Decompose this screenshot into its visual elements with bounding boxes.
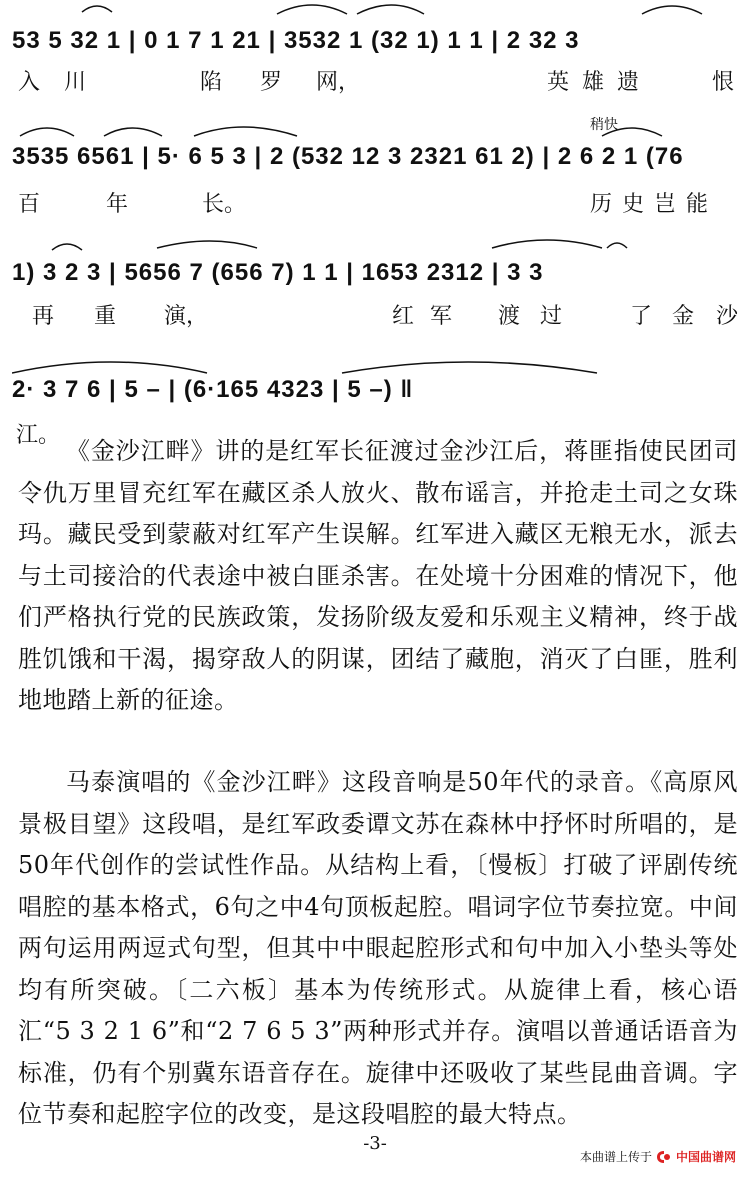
paragraph-1: 《金沙江畔》讲的是红军长征渡过金沙江后，蒋匪指使民团司令仇万里冒充红军在藏区杀人放火、散布谣言，并抢走土司之女珠玛。藏民受到蒙蔽对红军产生误解。红军进入藏区无粮无水，派去与土司接洽的代表途中被白匪杀害。在处境十分困难的情况下，他们严格执行党的民族政策，发扬阶级友爱和乐观主义精神，终于战胜饥饿和干渴，揭穿敌人的阴谋，团结了藏胞，消灭了白匪，胜利地地踏上新的征途。: [18, 437, 738, 714]
lyric-line: [12, 302, 744, 332]
lyric-char: 岂: [654, 192, 677, 217]
lyric-char: 沙: [716, 304, 739, 329]
notation-line: 1) 3 2 3 | 5656 7 (656 7) 1 1 | 1653 2312 | 3 3: [12, 259, 544, 286]
lyric-char: 年: [106, 192, 129, 217]
lyric-char: 入: [18, 70, 41, 95]
lyric-char: 军: [430, 304, 453, 329]
lyric-char: 重: [94, 304, 117, 329]
lyric-char: 过: [540, 304, 563, 329]
notation-line: 53 5 32 1 | 0 1 7 1 21 | 3532 1 (32 1) 1 1 | 2 32 3: [12, 27, 580, 54]
lyric-char: 能: [686, 192, 709, 217]
lyric-char: 历: [590, 192, 613, 217]
lyric-char: 红: [392, 304, 415, 329]
upload-credit: [580, 1148, 736, 1165]
lyric-char: 渡: [498, 304, 521, 329]
lyric-char: 遗: [617, 70, 640, 95]
lyric-char: 恨: [712, 70, 735, 95]
lyric-char: 金: [672, 304, 695, 329]
lyric-line: [12, 68, 744, 98]
lyric-char: 雄: [582, 70, 605, 95]
site-logo-icon: [656, 1150, 672, 1164]
page-number: -3-: [363, 1133, 387, 1154]
lyric-char: 网，: [316, 70, 361, 95]
lyric-char: 长。: [202, 192, 247, 217]
lyric-char: 英: [547, 70, 570, 95]
lyric-char: 了: [630, 304, 653, 329]
lyric-char: 陷: [200, 70, 223, 95]
paragraph-2: 马泰演唱的《金沙江畔》这段音响是50年代的录音。《高原风景极目望》这段唱，是红军政委谭文苏在森林中抒怀时所唱的，是50年代创作的尝试性作品。从结构上看，〔慢板〕打破了评剧传统唱腔的基本格式，6句之中4句顶板起腔。唱词字位节奏拉宽。中间两句运用两逗式句型，但其中中眼起腔形式和句中加入小垫头等处均有所突破。〔二六板〕基本为传统形式。从旋律上看，核心语汇“5 3 2 1 6”和“2 7 6 5 3”两种形式并存。演唱以普通话语音为标准，仍有个别冀东语音存在。旋律中还吸收了某些昆曲音调。字位节奏和起腔字位的改变，是这段唱腔的最大特点。: [18, 768, 738, 1128]
lyric-line: [12, 190, 744, 220]
notation-line: 3535 6561 | 5· 6 5 3 | 2 (532 12 3 2321 61 2) | 2 6 2 1 (76: [12, 143, 684, 170]
credit-text: 本曲谱上传于: [579, 1150, 652, 1164]
tempo-marking: 稍快: [590, 117, 618, 133]
lyric-char: 罗: [260, 70, 283, 95]
lyric-char: 史: [622, 192, 645, 217]
lyric-char: 百: [18, 192, 41, 217]
notation-line: 2· 3 7 6 | 5 – | (6·165 4323 | 5 –) ‖: [12, 376, 414, 403]
site-name: 中国曲谱网: [675, 1150, 736, 1164]
lyric-char: 江。: [16, 423, 61, 448]
lyric-char: 川: [64, 70, 87, 95]
lyric-char: 演，: [164, 304, 209, 329]
lyric-char: 再: [32, 304, 55, 329]
